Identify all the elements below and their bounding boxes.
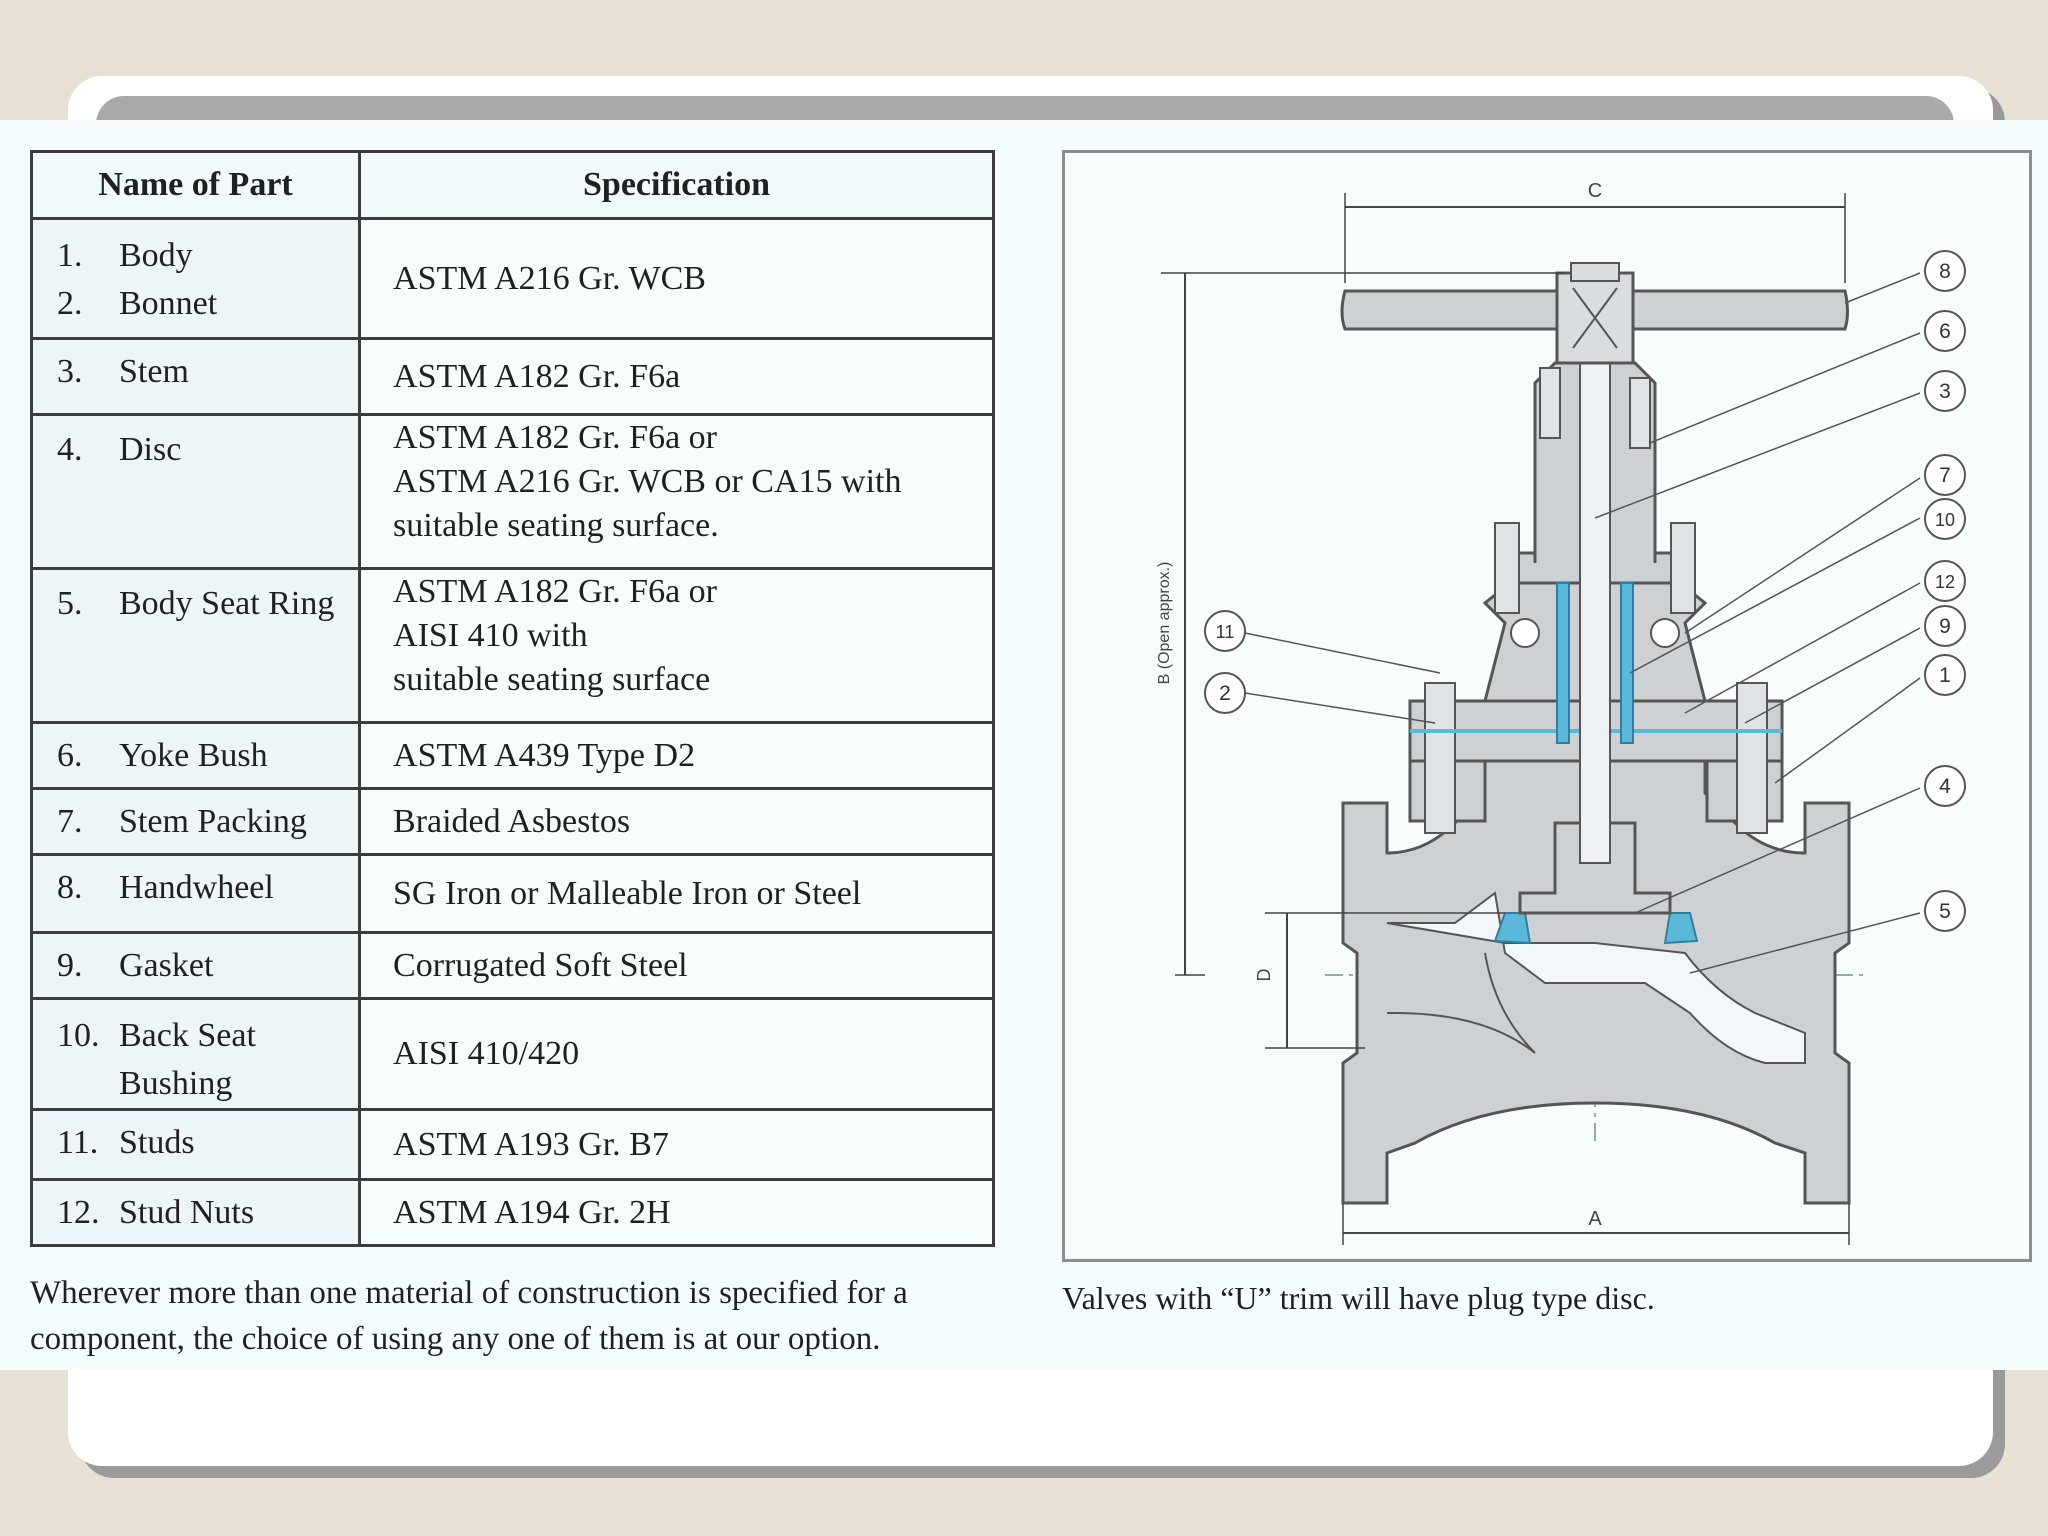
callout-3 [1925, 371, 1965, 411]
stem-packing-right [1621, 583, 1633, 743]
specification-line: ASTM A193 Gr. B7 [393, 1125, 669, 1163]
specification-line: ASTM A439 Type D2 [393, 736, 696, 774]
part-name-cell [32, 1180, 360, 1246]
part-name-cell [32, 1110, 360, 1180]
specification-cell [360, 1180, 994, 1246]
header-specification: Specification [360, 152, 994, 219]
callout-8 [1925, 251, 1965, 291]
part-line [33, 732, 358, 780]
specification-cell [360, 339, 994, 415]
valve-diagram-frame [1062, 150, 2032, 1262]
gland-bolt-right [1671, 523, 1695, 613]
part-line [33, 580, 358, 628]
slide-content [0, 120, 2048, 1370]
table-row [32, 569, 994, 723]
part-name-cell [32, 723, 360, 789]
callout-number: 12 [1934, 572, 1956, 592]
callout-number: 8 [1939, 260, 1951, 283]
part-name-cell [32, 219, 360, 339]
header-name-of-part: Name of Part [32, 152, 360, 219]
part-number: 1. [57, 237, 83, 274]
table-note-line-1: Wherever more than one material of construction is specified for a [30, 1275, 908, 1311]
callout-number: 5 [1939, 900, 1951, 923]
specification-cell [360, 415, 994, 569]
table-note-line-2: component, the choice of using any one of them is at our option. [30, 1321, 881, 1357]
callout-number: 10 [1934, 510, 1956, 530]
part-number: 9. [57, 947, 83, 984]
part-line [33, 1189, 358, 1237]
part-name-cell [32, 569, 360, 723]
part-name: Bonnet [119, 285, 218, 322]
callout-number: 1 [1939, 664, 1951, 687]
part-name: Body Seat Ring [119, 585, 335, 622]
table-row [32, 1110, 994, 1180]
dim-a-label: A [1588, 1208, 1602, 1230]
table-body [32, 219, 994, 1246]
specification-cell [360, 999, 994, 1110]
dim-c-label: C [1587, 180, 1603, 202]
part-number: 5. [57, 585, 83, 622]
specification-cell [360, 789, 994, 855]
specification-cell [360, 569, 994, 723]
parts-specification-table [30, 150, 995, 1247]
callout-2 [1205, 673, 1245, 713]
part-number: 6. [57, 737, 83, 774]
part-number: 3. [57, 353, 83, 390]
part-number: 4. [57, 431, 83, 468]
specification-line: ASTM A216 Gr. WCB or CA15 with [393, 463, 902, 500]
callout-11 [1205, 611, 1245, 651]
yoke-bush-left [1540, 368, 1560, 438]
part-number: 11. [57, 1124, 99, 1161]
part-name-cell [32, 415, 360, 569]
part-number [33, 1060, 119, 1108]
table-row [32, 855, 994, 933]
gland-bolt-left [1495, 523, 1519, 613]
part-name: Stud Nuts [119, 1194, 255, 1231]
part-line [33, 232, 358, 280]
specification-line: ASTM A182 Gr. F6a or [393, 419, 717, 456]
specification-cell [360, 723, 994, 789]
part-number: 10. [57, 1017, 100, 1054]
callout-number: 9 [1939, 615, 1951, 638]
callout-number: 4 [1939, 775, 1951, 798]
callout-9 [1925, 606, 1965, 646]
table-row [32, 999, 994, 1110]
table-row [32, 723, 994, 789]
callout-number: 11 [1215, 622, 1235, 642]
part-line [33, 1012, 358, 1060]
callout-number: 6 [1939, 320, 1951, 343]
callout-number: 2 [1219, 682, 1231, 705]
part-line [33, 1119, 358, 1167]
specification-cell [360, 933, 994, 999]
eyebolt-left [1511, 619, 1539, 647]
table-row [32, 339, 994, 415]
part-name: Disc [119, 431, 182, 468]
table-row [32, 219, 994, 339]
specification-cell [360, 1110, 994, 1180]
dim-b-label: B (Open approx.) [1156, 561, 1173, 685]
specification-line: ASTM A216 Gr. WCB [393, 259, 706, 297]
specification-line: ASTM A182 Gr. F6a or [393, 573, 717, 610]
part-name: Bushing [119, 1065, 233, 1102]
table-row [32, 1180, 994, 1246]
stud-left [1425, 683, 1455, 833]
callout-4 [1925, 766, 1965, 806]
part-name-cell [32, 789, 360, 855]
specification-line: AISI 410/420 [393, 1035, 580, 1072]
specification-line: ASTM A182 Gr. F6a [393, 357, 681, 395]
part-line [33, 864, 358, 912]
stem-packing-left [1557, 583, 1569, 743]
specification-line: suitable seating surface [393, 661, 711, 698]
specification-cell [360, 855, 994, 933]
part-name: Stem Packing [119, 803, 307, 840]
part-line [33, 426, 358, 474]
part-name: Stem [119, 353, 189, 390]
part-name: Gasket [119, 947, 214, 984]
part-line [33, 280, 358, 328]
specification-line: Braided Asbestos [393, 802, 631, 840]
table-row [32, 933, 994, 999]
eyebolt-right [1651, 619, 1679, 647]
part-name: Body [119, 237, 193, 274]
table-row [32, 415, 994, 569]
part-name-cell [32, 999, 360, 1110]
callout-10 [1925, 499, 1965, 539]
specification-line: suitable seating surface. [393, 507, 719, 544]
globe-valve-drawing [1065, 153, 2029, 1259]
dim-d-label: D [1254, 968, 1274, 982]
callout-number: 7 [1939, 464, 1951, 487]
part-line [33, 942, 358, 990]
part-line [33, 798, 358, 846]
part-line [33, 348, 358, 396]
diagram-caption: Valves with “U” trim will have plug type disc. [1062, 1280, 1655, 1316]
callout-1 [1925, 655, 1965, 695]
part-number: 7. [57, 803, 83, 840]
stud-right [1737, 683, 1767, 833]
callout-7 [1925, 455, 1965, 495]
part-name-cell [32, 855, 360, 933]
table-row [32, 789, 994, 855]
part-number: 2. [57, 285, 83, 322]
callout-6 [1925, 311, 1965, 351]
part-name: Yoke Bush [119, 737, 268, 774]
part-number: 8. [57, 869, 83, 906]
part-name-cell [32, 933, 360, 999]
part-name: Handwheel [119, 869, 274, 906]
specification-line: ASTM A194 Gr. 2H [393, 1193, 671, 1231]
handwheel-nut [1571, 263, 1619, 281]
part-name: Studs [119, 1124, 195, 1161]
callout-12 [1925, 561, 1965, 601]
part-name-cell [32, 339, 360, 415]
specification-line: SG Iron or Malleable Iron or Steel [393, 874, 862, 912]
table-header-row [32, 152, 994, 219]
specification-cell [360, 219, 994, 339]
specification-line: AISI 410 with [393, 617, 588, 654]
yoke-bush-right [1630, 378, 1650, 448]
part-number: 12. [57, 1194, 100, 1231]
part-name: Back Seat [119, 1017, 256, 1054]
callout-number: 3 [1939, 380, 1951, 403]
specification-line: Corrugated Soft Steel [393, 946, 688, 984]
callout-5 [1925, 891, 1965, 931]
part-line [33, 1060, 358, 1108]
